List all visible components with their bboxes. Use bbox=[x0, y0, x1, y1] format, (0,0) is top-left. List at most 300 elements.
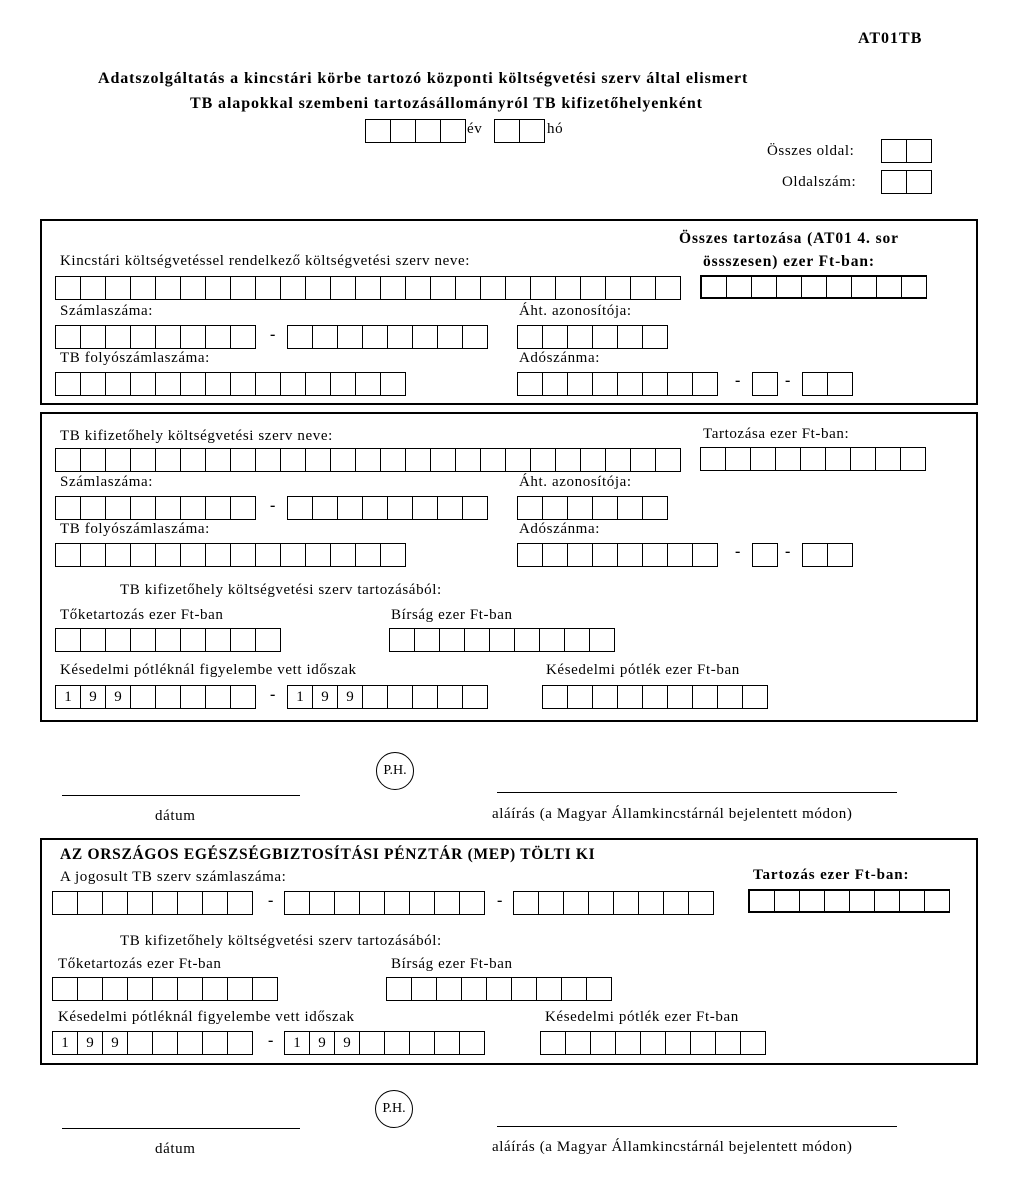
entry-cell[interactable] bbox=[331, 544, 356, 566]
entry-cell[interactable] bbox=[81, 373, 106, 395]
entry-cell[interactable] bbox=[506, 449, 531, 471]
s2-tb-account-field[interactable] bbox=[55, 543, 406, 567]
entry-cell[interactable] bbox=[618, 686, 643, 708]
entry-cell[interactable] bbox=[131, 686, 156, 708]
entry-cell[interactable]: 9 bbox=[335, 1032, 360, 1054]
entry-cell[interactable] bbox=[181, 629, 206, 651]
entry-cell[interactable] bbox=[81, 326, 106, 348]
entry-cell[interactable] bbox=[416, 120, 441, 142]
entry-cell[interactable] bbox=[565, 629, 590, 651]
entry-cell[interactable] bbox=[413, 497, 438, 519]
s3-period-start-field[interactable] bbox=[52, 1031, 253, 1055]
entry-cell[interactable] bbox=[463, 686, 488, 708]
entry-cell[interactable] bbox=[825, 891, 850, 911]
entry-cell[interactable] bbox=[850, 891, 875, 911]
entry-cell[interactable] bbox=[876, 448, 901, 470]
entry-cell[interactable] bbox=[106, 497, 131, 519]
entry-cell[interactable] bbox=[487, 978, 512, 1000]
entry-cell[interactable] bbox=[875, 891, 900, 911]
entry-cell[interactable] bbox=[356, 373, 381, 395]
entry-cell[interactable] bbox=[568, 686, 593, 708]
entry-cell[interactable] bbox=[181, 449, 206, 471]
entry-cell[interactable] bbox=[593, 686, 618, 708]
entry-cell[interactable] bbox=[406, 277, 431, 299]
entry-cell[interactable] bbox=[181, 326, 206, 348]
entry-cell[interactable] bbox=[750, 891, 775, 911]
signature-line-1[interactable] bbox=[497, 792, 897, 793]
year-field[interactable] bbox=[365, 119, 466, 143]
entry-cell[interactable] bbox=[901, 448, 926, 470]
entry-cell[interactable] bbox=[465, 629, 490, 651]
entry-cell[interactable] bbox=[153, 1032, 178, 1054]
entry-cell[interactable] bbox=[156, 449, 181, 471]
entry-cell[interactable] bbox=[178, 1032, 203, 1054]
entry-cell[interactable] bbox=[415, 629, 440, 651]
entry-cell[interactable] bbox=[181, 497, 206, 519]
entry-cell[interactable] bbox=[106, 373, 131, 395]
entry-cell[interactable] bbox=[388, 497, 413, 519]
entry-cell[interactable] bbox=[206, 686, 231, 708]
entry-cell[interactable] bbox=[540, 629, 565, 651]
entry-cell[interactable] bbox=[228, 1032, 253, 1054]
entry-cell[interactable] bbox=[256, 373, 281, 395]
entry-cell[interactable] bbox=[668, 373, 693, 395]
entry-cell[interactable] bbox=[691, 1032, 716, 1054]
entry-cell[interactable] bbox=[356, 449, 381, 471]
entry-cell[interactable] bbox=[231, 449, 256, 471]
s3-principal-field[interactable] bbox=[52, 977, 278, 1001]
entry-cell[interactable] bbox=[701, 448, 726, 470]
entry-cell[interactable] bbox=[56, 629, 81, 651]
entry-cell[interactable]: 9 bbox=[103, 1032, 128, 1054]
entry-cell[interactable] bbox=[437, 978, 462, 1000]
s2-period-start-field[interactable] bbox=[55, 685, 256, 709]
entry-cell[interactable] bbox=[751, 448, 776, 470]
entry-cell[interactable] bbox=[925, 891, 950, 911]
page-number-field[interactable] bbox=[881, 170, 932, 194]
entry-cell[interactable] bbox=[131, 544, 156, 566]
entry-cell[interactable] bbox=[131, 373, 156, 395]
entry-cell[interactable] bbox=[256, 629, 281, 651]
entry-cell[interactable] bbox=[56, 497, 81, 519]
entry-cell[interactable] bbox=[363, 686, 388, 708]
entry-cell[interactable] bbox=[131, 277, 156, 299]
entry-cell[interactable] bbox=[568, 497, 593, 519]
entry-cell[interactable] bbox=[256, 449, 281, 471]
entry-cell[interactable] bbox=[181, 686, 206, 708]
entry-cell[interactable] bbox=[775, 891, 800, 911]
entry-cell[interactable] bbox=[413, 686, 438, 708]
entry-cell[interactable] bbox=[128, 892, 153, 914]
entry-cell[interactable] bbox=[203, 1032, 228, 1054]
entry-cell[interactable] bbox=[78, 978, 103, 1000]
entry-cell[interactable] bbox=[882, 171, 907, 193]
entry-cell[interactable] bbox=[900, 891, 925, 911]
entry-cell[interactable] bbox=[568, 326, 593, 348]
entry-cell[interactable] bbox=[231, 686, 256, 708]
entry-cell[interactable] bbox=[593, 326, 618, 348]
entry-cell[interactable] bbox=[387, 978, 412, 1000]
entry-cell[interactable] bbox=[81, 629, 106, 651]
entry-cell[interactable] bbox=[381, 277, 406, 299]
entry-cell[interactable] bbox=[587, 978, 612, 1000]
s3-debt-field[interactable] bbox=[748, 889, 950, 913]
entry-cell[interactable] bbox=[726, 448, 751, 470]
entry-cell[interactable] bbox=[481, 277, 506, 299]
entry-cell[interactable] bbox=[643, 686, 668, 708]
entry-cell[interactable] bbox=[81, 277, 106, 299]
entry-cell[interactable] bbox=[81, 449, 106, 471]
entry-cell[interactable] bbox=[668, 686, 693, 708]
entry-cell[interactable] bbox=[103, 892, 128, 914]
entry-cell[interactable] bbox=[156, 497, 181, 519]
entry-cell[interactable] bbox=[777, 277, 802, 297]
entry-cell[interactable] bbox=[153, 892, 178, 914]
entry-cell[interactable] bbox=[156, 277, 181, 299]
entry-cell[interactable] bbox=[907, 171, 932, 193]
total-pages-field[interactable] bbox=[881, 139, 932, 163]
entry-cell[interactable] bbox=[231, 497, 256, 519]
entry-cell[interactable] bbox=[656, 449, 681, 471]
entry-cell[interactable] bbox=[693, 686, 718, 708]
entry-cell[interactable] bbox=[390, 629, 415, 651]
entry-cell[interactable]: 9 bbox=[338, 686, 363, 708]
entry-cell[interactable] bbox=[518, 544, 543, 566]
entry-cell[interactable] bbox=[356, 544, 381, 566]
entry-cell[interactable]: 1 bbox=[53, 1032, 78, 1054]
entry-cell[interactable] bbox=[231, 326, 256, 348]
entry-cell[interactable] bbox=[256, 544, 281, 566]
s2-tax-field-2[interactable] bbox=[752, 543, 778, 567]
entry-cell[interactable] bbox=[803, 544, 828, 566]
entry-cell[interactable] bbox=[178, 978, 203, 1000]
entry-cell[interactable] bbox=[228, 978, 253, 1000]
entry-cell[interactable] bbox=[907, 140, 932, 162]
s2-aht-field[interactable] bbox=[517, 496, 668, 520]
entry-cell[interactable] bbox=[306, 277, 331, 299]
entry-cell[interactable] bbox=[156, 629, 181, 651]
entry-cell[interactable] bbox=[581, 449, 606, 471]
entry-cell[interactable] bbox=[803, 373, 828, 395]
entry-cell[interactable] bbox=[156, 373, 181, 395]
entry-cell[interactable] bbox=[666, 1032, 691, 1054]
entry-cell[interactable] bbox=[391, 120, 416, 142]
entry-cell[interactable] bbox=[56, 326, 81, 348]
entry-cell[interactable] bbox=[828, 544, 853, 566]
entry-cell[interactable] bbox=[741, 1032, 766, 1054]
entry-cell[interactable] bbox=[556, 449, 581, 471]
entry-cell[interactable] bbox=[203, 978, 228, 1000]
s3-late-fee-field[interactable] bbox=[540, 1031, 766, 1055]
s3-fine-field[interactable] bbox=[386, 977, 612, 1001]
entry-cell[interactable]: 1 bbox=[288, 686, 313, 708]
entry-cell[interactable] bbox=[128, 1032, 153, 1054]
entry-cell[interactable] bbox=[156, 686, 181, 708]
entry-cell[interactable] bbox=[388, 686, 413, 708]
entry-cell[interactable] bbox=[702, 277, 727, 297]
entry-cell[interactable] bbox=[463, 326, 488, 348]
entry-cell[interactable] bbox=[441, 120, 466, 142]
entry-cell[interactable] bbox=[727, 277, 752, 297]
entry-cell[interactable] bbox=[776, 448, 801, 470]
entry-cell[interactable] bbox=[285, 892, 310, 914]
entry-cell[interactable] bbox=[181, 544, 206, 566]
entry-cell[interactable] bbox=[331, 373, 356, 395]
entry-cell[interactable] bbox=[313, 497, 338, 519]
entry-cell[interactable] bbox=[306, 373, 331, 395]
s2-period-end-field[interactable] bbox=[287, 685, 488, 709]
entry-cell[interactable] bbox=[456, 277, 481, 299]
entry-cell[interactable] bbox=[56, 449, 81, 471]
entry-cell[interactable] bbox=[512, 978, 537, 1000]
entry-cell[interactable] bbox=[718, 686, 743, 708]
s3-account-field-3[interactable] bbox=[513, 891, 714, 915]
entry-cell[interactable] bbox=[591, 1032, 616, 1054]
entry-cell[interactable]: 1 bbox=[285, 1032, 310, 1054]
entry-cell[interactable] bbox=[410, 1032, 435, 1054]
entry-cell[interactable] bbox=[851, 448, 876, 470]
s2-principal-field[interactable] bbox=[55, 628, 281, 652]
entry-cell[interactable] bbox=[388, 326, 413, 348]
entry-cell[interactable]: 9 bbox=[78, 1032, 103, 1054]
entry-cell[interactable] bbox=[693, 544, 718, 566]
entry-cell[interactable] bbox=[802, 277, 827, 297]
entry-cell[interactable] bbox=[56, 277, 81, 299]
entry-cell[interactable] bbox=[618, 373, 643, 395]
s1-tb-account-field[interactable] bbox=[55, 372, 406, 396]
s1-tax-field-1[interactable] bbox=[517, 372, 718, 396]
entry-cell[interactable] bbox=[228, 892, 253, 914]
s2-account-field-1[interactable] bbox=[55, 496, 256, 520]
date-line-2[interactable] bbox=[62, 1128, 300, 1129]
entry-cell[interactable]: 9 bbox=[310, 1032, 335, 1054]
entry-cell[interactable] bbox=[306, 544, 331, 566]
entry-cell[interactable] bbox=[618, 544, 643, 566]
entry-cell[interactable] bbox=[363, 497, 388, 519]
entry-cell[interactable] bbox=[481, 449, 506, 471]
entry-cell[interactable] bbox=[564, 892, 589, 914]
entry-cell[interactable] bbox=[231, 373, 256, 395]
entry-cell[interactable] bbox=[106, 277, 131, 299]
signature-line-2[interactable] bbox=[497, 1126, 897, 1127]
entry-cell[interactable] bbox=[331, 449, 356, 471]
entry-cell[interactable] bbox=[178, 892, 203, 914]
entry-cell[interactable] bbox=[206, 497, 231, 519]
entry-cell[interactable] bbox=[800, 891, 825, 911]
entry-cell[interactable] bbox=[643, 326, 668, 348]
entry-cell[interactable] bbox=[431, 277, 456, 299]
entry-cell[interactable] bbox=[562, 978, 587, 1000]
entry-cell[interactable] bbox=[543, 544, 568, 566]
entry-cell[interactable] bbox=[256, 277, 281, 299]
entry-cell[interactable] bbox=[801, 448, 826, 470]
entry-cell[interactable] bbox=[366, 120, 391, 142]
entry-cell[interactable] bbox=[515, 629, 540, 651]
month-field[interactable] bbox=[494, 119, 545, 143]
entry-cell[interactable] bbox=[153, 978, 178, 1000]
entry-cell[interactable] bbox=[128, 978, 153, 1000]
entry-cell[interactable] bbox=[363, 326, 388, 348]
entry-cell[interactable] bbox=[106, 449, 131, 471]
entry-cell[interactable] bbox=[313, 326, 338, 348]
entry-cell[interactable] bbox=[231, 544, 256, 566]
entry-cell[interactable] bbox=[531, 449, 556, 471]
s1-tax-field-3[interactable] bbox=[802, 372, 853, 396]
entry-cell[interactable] bbox=[463, 497, 488, 519]
entry-cell[interactable] bbox=[53, 978, 78, 1000]
entry-cell[interactable] bbox=[568, 544, 593, 566]
entry-cell[interactable] bbox=[253, 978, 278, 1000]
entry-cell[interactable] bbox=[581, 277, 606, 299]
entry-cell[interactable] bbox=[656, 277, 681, 299]
entry-cell[interactable] bbox=[616, 1032, 641, 1054]
entry-cell[interactable] bbox=[460, 1032, 485, 1054]
entry-cell[interactable] bbox=[495, 120, 520, 142]
entry-cell[interactable] bbox=[490, 629, 515, 651]
entry-cell[interactable] bbox=[882, 140, 907, 162]
entry-cell[interactable] bbox=[518, 373, 543, 395]
entry-cell[interactable] bbox=[410, 892, 435, 914]
entry-cell[interactable] bbox=[435, 892, 460, 914]
entry-cell[interactable] bbox=[593, 373, 618, 395]
entry-cell[interactable] bbox=[752, 277, 777, 297]
entry-cell[interactable] bbox=[206, 629, 231, 651]
s1-tax-field-2[interactable] bbox=[752, 372, 778, 396]
entry-cell[interactable] bbox=[281, 373, 306, 395]
entry-cell[interactable] bbox=[689, 892, 714, 914]
entry-cell[interactable] bbox=[181, 373, 206, 395]
entry-cell[interactable] bbox=[206, 449, 231, 471]
entry-cell[interactable] bbox=[518, 326, 543, 348]
s1-name-field[interactable] bbox=[55, 276, 681, 300]
entry-cell[interactable] bbox=[456, 449, 481, 471]
entry-cell[interactable] bbox=[385, 1032, 410, 1054]
entry-cell[interactable] bbox=[460, 892, 485, 914]
entry-cell[interactable]: 9 bbox=[106, 686, 131, 708]
entry-cell[interactable] bbox=[106, 629, 131, 651]
s2-fine-field[interactable] bbox=[389, 628, 615, 652]
entry-cell[interactable]: 1 bbox=[56, 686, 81, 708]
entry-cell[interactable]: 9 bbox=[81, 686, 106, 708]
entry-cell[interactable] bbox=[281, 544, 306, 566]
entry-cell[interactable] bbox=[902, 277, 927, 297]
entry-cell[interactable] bbox=[385, 892, 410, 914]
entry-cell[interactable] bbox=[338, 497, 363, 519]
s2-late-fee-field[interactable] bbox=[542, 685, 768, 709]
entry-cell[interactable] bbox=[156, 326, 181, 348]
entry-cell[interactable] bbox=[103, 978, 128, 1000]
s1-account-field-1[interactable] bbox=[55, 325, 256, 349]
entry-cell[interactable] bbox=[331, 277, 356, 299]
entry-cell[interactable] bbox=[181, 277, 206, 299]
entry-cell[interactable] bbox=[231, 629, 256, 651]
entry-cell[interactable] bbox=[566, 1032, 591, 1054]
entry-cell[interactable] bbox=[406, 449, 431, 471]
entry-cell[interactable] bbox=[281, 277, 306, 299]
entry-cell[interactable] bbox=[641, 1032, 666, 1054]
s1-total-field[interactable] bbox=[700, 275, 927, 299]
entry-cell[interactable] bbox=[338, 326, 363, 348]
entry-cell[interactable] bbox=[462, 978, 487, 1000]
entry-cell[interactable] bbox=[106, 326, 131, 348]
entry-cell[interactable] bbox=[543, 497, 568, 519]
entry-cell[interactable] bbox=[753, 544, 778, 566]
entry-cell[interactable] bbox=[106, 544, 131, 566]
entry-cell[interactable] bbox=[306, 449, 331, 471]
entry-cell[interactable] bbox=[514, 892, 539, 914]
s3-account-field-2[interactable] bbox=[284, 891, 485, 915]
entry-cell[interactable] bbox=[568, 373, 593, 395]
entry-cell[interactable] bbox=[668, 544, 693, 566]
entry-cell[interactable] bbox=[156, 544, 181, 566]
entry-cell[interactable] bbox=[852, 277, 877, 297]
entry-cell[interactable] bbox=[664, 892, 689, 914]
entry-cell[interactable] bbox=[606, 277, 631, 299]
entry-cell[interactable] bbox=[618, 497, 643, 519]
entry-cell[interactable] bbox=[231, 277, 256, 299]
entry-cell[interactable] bbox=[614, 892, 639, 914]
entry-cell[interactable] bbox=[281, 449, 306, 471]
entry-cell[interactable] bbox=[826, 448, 851, 470]
entry-cell[interactable] bbox=[206, 277, 231, 299]
s3-period-end-field[interactable] bbox=[284, 1031, 485, 1055]
entry-cell[interactable] bbox=[643, 373, 668, 395]
entry-cell[interactable] bbox=[539, 892, 564, 914]
entry-cell[interactable] bbox=[631, 449, 656, 471]
s2-tax-field-1[interactable] bbox=[517, 543, 718, 567]
entry-cell[interactable] bbox=[716, 1032, 741, 1054]
entry-cell[interactable] bbox=[435, 1032, 460, 1054]
entry-cell[interactable] bbox=[53, 892, 78, 914]
entry-cell[interactable] bbox=[639, 892, 664, 914]
entry-cell[interactable] bbox=[743, 686, 768, 708]
entry-cell[interactable] bbox=[360, 1032, 385, 1054]
entry-cell[interactable] bbox=[438, 497, 463, 519]
entry-cell[interactable] bbox=[827, 277, 852, 297]
entry-cell[interactable] bbox=[506, 277, 531, 299]
entry-cell[interactable] bbox=[543, 326, 568, 348]
s2-tax-field-3[interactable] bbox=[802, 543, 853, 567]
entry-cell[interactable]: 9 bbox=[313, 686, 338, 708]
entry-cell[interactable] bbox=[643, 544, 668, 566]
entry-cell[interactable] bbox=[589, 892, 614, 914]
entry-cell[interactable] bbox=[693, 373, 718, 395]
entry-cell[interactable] bbox=[381, 449, 406, 471]
entry-cell[interactable] bbox=[381, 373, 406, 395]
entry-cell[interactable] bbox=[412, 978, 437, 1000]
entry-cell[interactable] bbox=[81, 497, 106, 519]
s2-debt-field[interactable] bbox=[700, 447, 926, 471]
date-line-1[interactable] bbox=[62, 795, 300, 796]
entry-cell[interactable] bbox=[753, 373, 778, 395]
s1-account-field-2[interactable] bbox=[287, 325, 488, 349]
entry-cell[interactable] bbox=[78, 892, 103, 914]
entry-cell[interactable] bbox=[537, 978, 562, 1000]
entry-cell[interactable] bbox=[431, 449, 456, 471]
s2-account-field-2[interactable] bbox=[287, 496, 488, 520]
entry-cell[interactable] bbox=[288, 497, 313, 519]
entry-cell[interactable] bbox=[131, 497, 156, 519]
entry-cell[interactable] bbox=[593, 544, 618, 566]
entry-cell[interactable] bbox=[593, 497, 618, 519]
entry-cell[interactable] bbox=[381, 544, 406, 566]
entry-cell[interactable] bbox=[520, 120, 545, 142]
entry-cell[interactable] bbox=[828, 373, 853, 395]
entry-cell[interactable] bbox=[606, 449, 631, 471]
entry-cell[interactable] bbox=[56, 544, 81, 566]
entry-cell[interactable] bbox=[541, 1032, 566, 1054]
entry-cell[interactable] bbox=[413, 326, 438, 348]
